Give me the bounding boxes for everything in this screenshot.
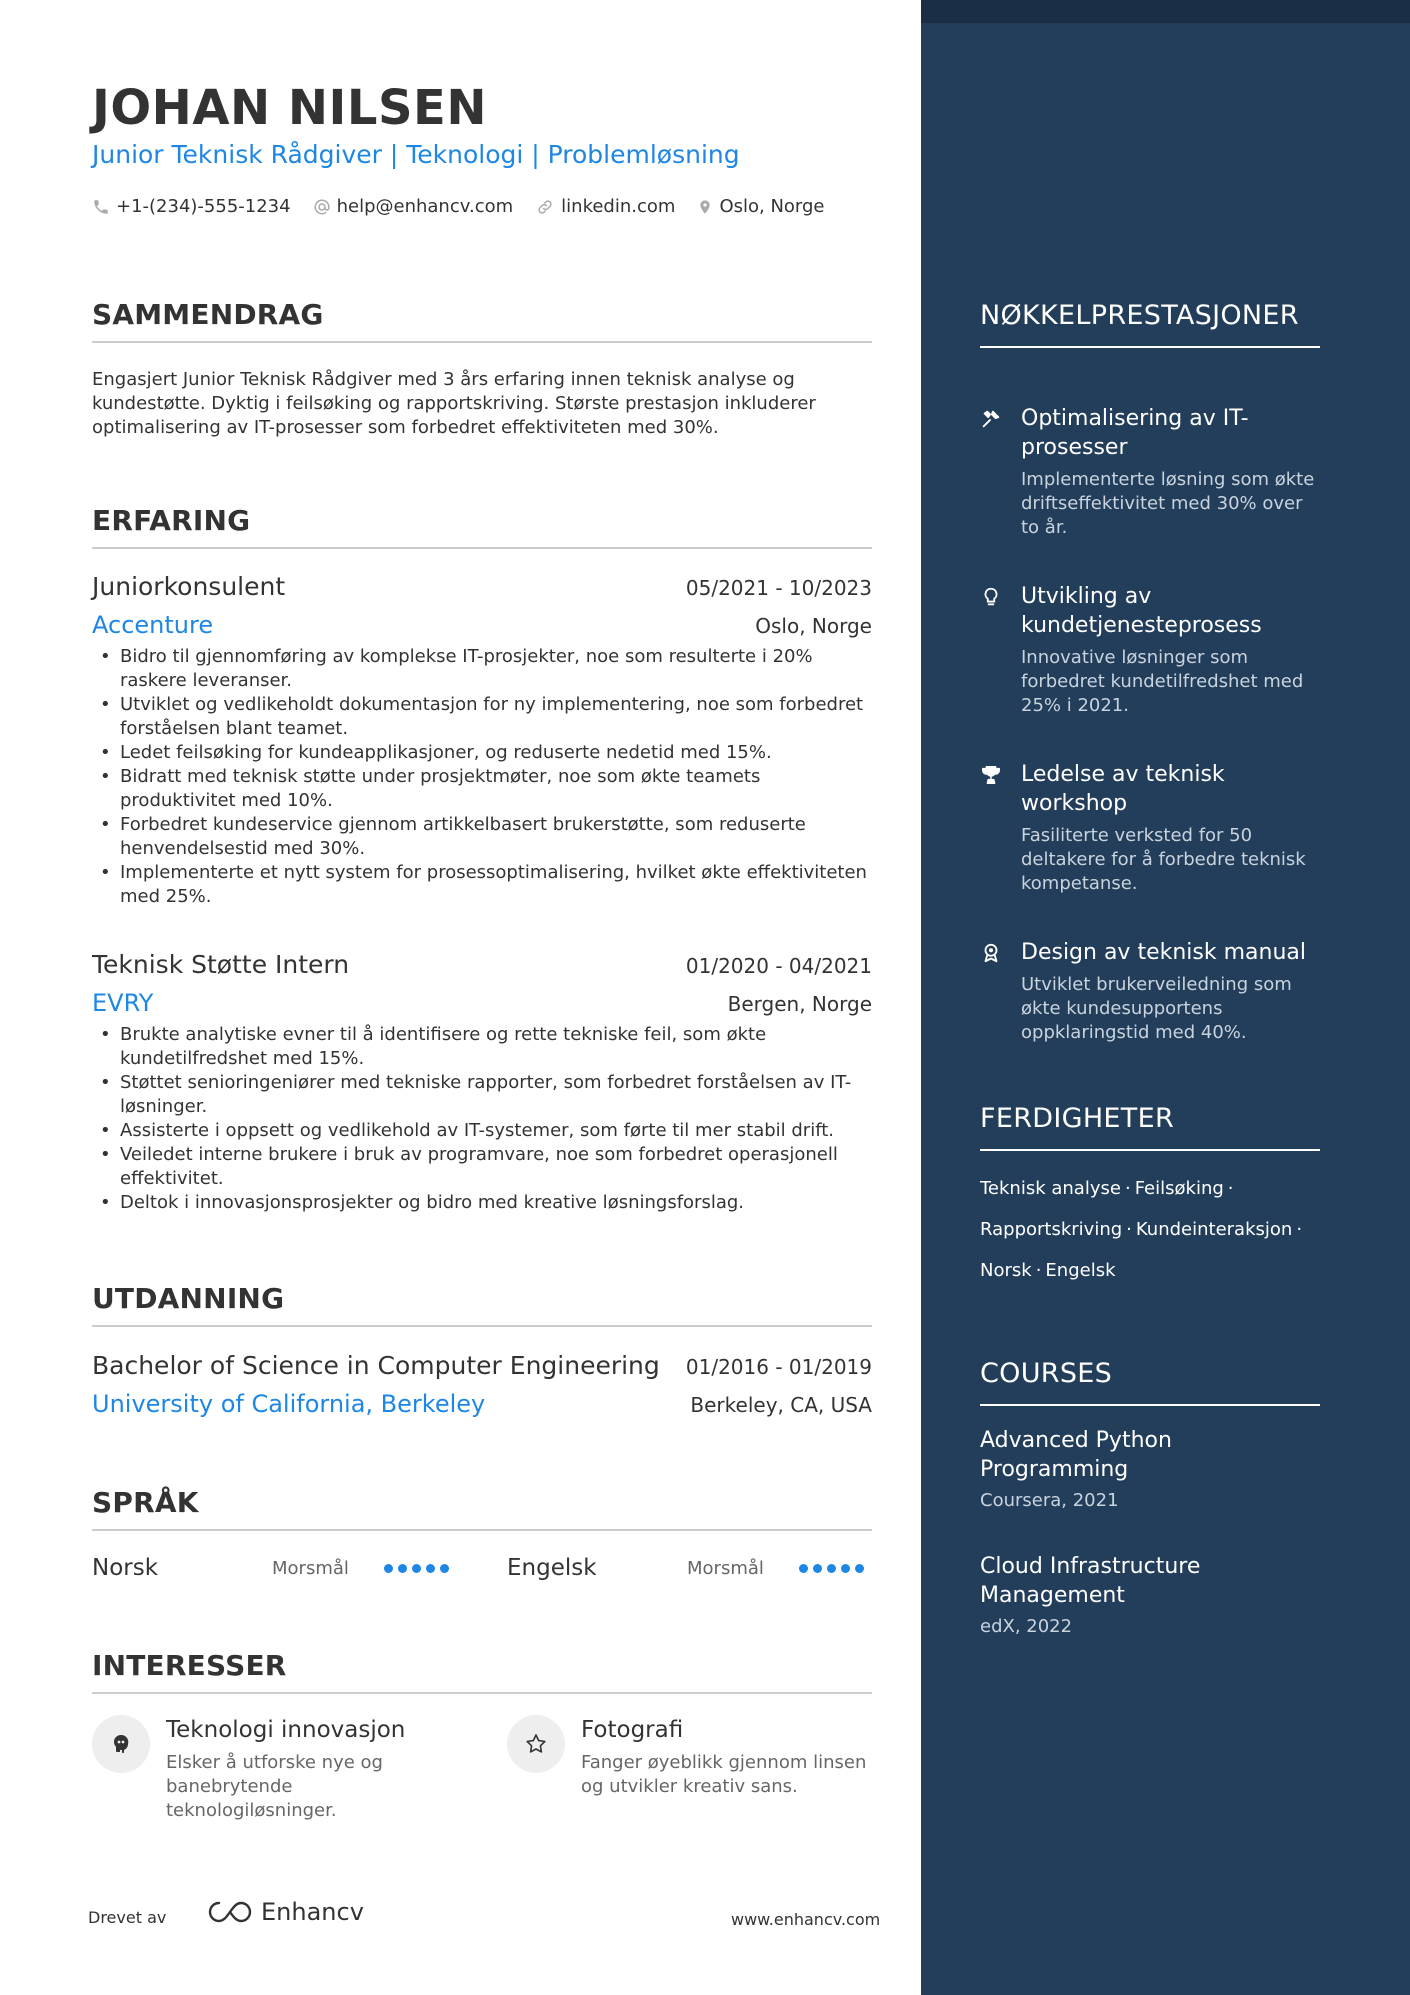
skill-tag: Engelsk: [1045, 1260, 1116, 1281]
achievement-item: [980, 938, 1320, 1045]
achievement-title: Optimalisering av IT-prosesser: [1021, 406, 1249, 460]
bullet-item: • Utviklet og vedlikeholdt dokumentasjon for ny implementering, noe som forbedret forståelsen blant teamet.: [92, 693, 872, 741]
headline: Junior Teknisk Rådgiver | Teknologi | Problemløsning: [92, 140, 740, 169]
achievement-item: [980, 582, 1320, 718]
job-dates: 05/2021 - 10/2023: [685, 576, 872, 600]
contact-email[interactable]: [313, 196, 514, 217]
section-title-courses: COURSES: [980, 1356, 1320, 1406]
job-title: Teknisk Støtte Intern: [92, 950, 350, 979]
summary-text: Engasjert Junior Teknisk Rådgiver med 3 års erfaring innen teknisk analyse og kundestøtte. Dyktig i feilsøking og rapportskriving. Største prestasjon inkluderer optimalisering av IT-prosesser som forbedret effektiviteten med 30%.: [92, 369, 816, 438]
tools-icon: [980, 408, 1002, 430]
interest-desc: Fanger øyeblikk gjennom linsen og utvikler kreativ sans.: [581, 1752, 867, 1797]
achievement-item: [980, 760, 1320, 896]
education-dates: 01/2016 - 01/2019: [685, 1355, 872, 1379]
job-title: Juniorkonsulent: [92, 572, 286, 601]
achievements-list: [980, 404, 1320, 1087]
company-name[interactable]: EVRY: [92, 989, 154, 1017]
section-title-achievements: NØKKELPRESTASJONER: [980, 298, 1320, 348]
bullet-item: • Implementerte et nytt system for prosessoptimalisering, hvilket økte effektiviteten med 25%.: [92, 861, 872, 909]
achievement-title: Utvikling av kundetjenesteprosess: [1021, 584, 1262, 638]
language-level: Morsmål: [687, 1557, 764, 1579]
award-icon: [980, 942, 1002, 964]
course-provider: edX, 2022: [980, 1616, 1073, 1637]
location-pin-icon: [697, 197, 713, 217]
interest-title: Fotografi: [581, 1717, 684, 1743]
bullet-item: • Deltok i innovasjonsprosjekter og bidro med kreative løsningsforslag.: [92, 1191, 872, 1215]
bullet-item: • Bidro til gjennomføring av komplekse IT-prosjekter, noe som resulterte i 20% raskere leveranser.: [92, 645, 872, 693]
proficiency-dots: [799, 1564, 864, 1573]
section-title-languages: SPRÅK: [92, 1486, 872, 1531]
bullet-item: • Ledet feilsøking for kundeapplikasjoner, og reduserte nedetid med 15%.: [92, 741, 872, 765]
bullet-item: • Brukte analytiske evner til å identifisere og rette tekniske feil, som økte kundetilfredshet med 15%.: [92, 1023, 872, 1071]
trophy-icon: [980, 764, 1002, 786]
contact-phone[interactable]: [92, 196, 291, 217]
skill-separator: ·: [1227, 1178, 1234, 1199]
bullet-item: • Assisterte i oppsett og vedlikehold av IT-systemer, som førte til mer stabil drift.: [92, 1119, 872, 1143]
skill-tag: Feilsøking: [1134, 1178, 1224, 1199]
bullet-item: • Forbedret kundeservice gjennom artikkelbasert brukerstøtte, som reduserte henvendelsestid med 30%.: [92, 813, 872, 861]
contact-bar: [92, 196, 847, 217]
footer-url[interactable]: www.enhancv.com: [731, 1910, 881, 1929]
interest-desc: Elsker å utforske nye og banebrytende teknologiløsninger.: [166, 1752, 383, 1821]
website-text: linkedin.com: [561, 196, 676, 217]
star-icon: [507, 1715, 565, 1773]
course-name: Advanced Python Programming: [980, 1428, 1172, 1482]
brand-name: Enhancv: [261, 1898, 364, 1926]
brand-logo[interactable]: [207, 1898, 364, 1926]
job-location: Bergen, Norge: [727, 992, 872, 1016]
language-name: Norsk: [92, 1555, 159, 1581]
section-title-skills: FERDIGHETER: [980, 1101, 1320, 1151]
job-bullets: [92, 1023, 872, 1215]
at-icon: [313, 198, 331, 216]
language-item: [507, 1555, 872, 1581]
education-entry: [92, 1351, 872, 1418]
degree: Bachelor of Science in Computer Engineering: [92, 1351, 660, 1380]
section-title-summary: SAMMENDRAG: [92, 298, 872, 343]
email-text: help@enhancv.com: [336, 196, 514, 217]
job-bullets: [92, 645, 872, 909]
contact-website[interactable]: [535, 196, 675, 217]
candidate-name: JOHAN NILSEN: [92, 80, 488, 136]
bullet-item: • Støttet senioringeniører med tekniske rapporter, som forbedret forståelsen av IT-løsninger.: [92, 1071, 872, 1119]
sidebar-top-strip: [921, 0, 1410, 23]
skill-tag: Teknisk analyse: [980, 1178, 1121, 1199]
section-title-interests: INTERESSER: [92, 1649, 872, 1694]
bullet-item: • Veiledet interne brukere i bruk av programvare, noe som forbedret operasjonell effektivitet.: [92, 1143, 872, 1191]
proficiency-dots: [384, 1564, 449, 1573]
course-provider: Coursera, 2021: [980, 1490, 1119, 1511]
link-icon: [535, 198, 555, 216]
achievement-title: Ledelse av teknisk workshop: [1021, 762, 1225, 816]
job-entry: [92, 572, 872, 909]
section-title-education: UTDANNING: [92, 1282, 872, 1327]
skill-tag: Rapportskriving: [980, 1219, 1123, 1240]
sidebar: [921, 0, 1410, 1995]
section-title-experience: ERFARING: [92, 504, 872, 549]
language-name: Engelsk: [507, 1555, 597, 1581]
achievement-desc: Innovative løsninger som forbedret kundetilfredshet med 25% i 2021.: [1021, 647, 1304, 716]
powered-by-label: Drevet av: [88, 1908, 167, 1927]
company-name[interactable]: Accenture: [92, 611, 214, 639]
job-dates: 01/2020 - 04/2021: [685, 954, 872, 978]
course-name: Cloud Infrastructure Management: [980, 1554, 1201, 1608]
job-entry: [92, 950, 872, 1215]
phone-icon: [92, 198, 110, 216]
course-item: [980, 1426, 1320, 1514]
lightbulb-icon: [980, 586, 1002, 608]
skill-tag: Kundeinteraksjon: [1135, 1219, 1293, 1240]
skills-list: [980, 1168, 1320, 1291]
interest-title: Teknologi innovasjon: [166, 1717, 406, 1743]
bullet-item: • Bidratt med teknisk støtte under prosjektmøter, noe som økte teamets produktivitet med 10%.: [92, 765, 872, 813]
achievement-item: [980, 404, 1320, 540]
job-location: Oslo, Norge: [755, 614, 872, 638]
phone-text: +1-(234)-555-1234: [116, 196, 291, 217]
contact-location: [697, 196, 824, 217]
achievement-desc: Fasiliterte verksted for 50 deltakere for å forbedre teknisk kompetanse.: [1021, 825, 1306, 894]
skill-separator: ·: [1124, 1178, 1131, 1199]
brain-icon: [92, 1715, 150, 1773]
skill-separator: ·: [1296, 1219, 1303, 1240]
location-text: Oslo, Norge: [719, 196, 825, 217]
school-location: Berkeley, CA, USA: [690, 1393, 872, 1417]
achievement-title: Design av teknisk manual: [1021, 940, 1306, 965]
achievement-desc: Utviklet brukerveiledning som økte kundesupportens oppklaringstid med 40%.: [1021, 974, 1292, 1043]
achievement-desc: Implementerte løsning som økte driftseffektivitet med 30% over to år.: [1021, 469, 1315, 538]
language-item: [92, 1555, 454, 1581]
skill-separator: ·: [1126, 1219, 1132, 1240]
infinity-logo-icon: [207, 1899, 253, 1925]
skill-tag: Norsk: [980, 1260, 1032, 1281]
school-name[interactable]: University of California, Berkeley: [92, 1390, 486, 1418]
course-item: [980, 1552, 1320, 1640]
skill-separator: ·: [1035, 1260, 1042, 1281]
language-level: Morsmål: [272, 1557, 349, 1579]
